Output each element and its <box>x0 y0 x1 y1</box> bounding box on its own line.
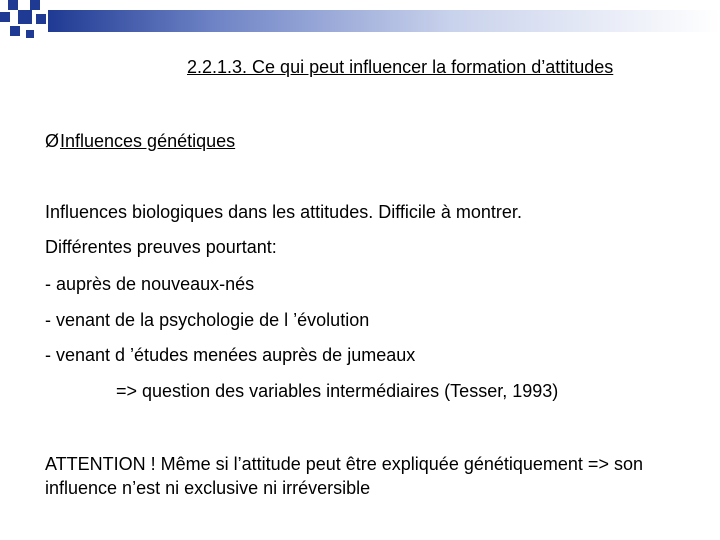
banner-square <box>0 12 10 22</box>
banner-square <box>10 26 20 36</box>
decorative-banner <box>0 0 720 40</box>
body-line: Influences biologiques dans les attitudes. Difficile à montrer. <box>45 202 522 222</box>
banner-square <box>8 0 18 10</box>
list-item: - auprès de nouveaux-nés <box>45 274 255 294</box>
arrow-bullet-icon: Ø <box>45 131 60 151</box>
section-heading-text: Influences génétiques <box>60 131 236 151</box>
section-heading <box>45 129 235 153</box>
attention-note: ATTENTION ! Même si l’attitude peut être expliquée génétiquement => son influence n’est ni exclusive ni irréversible <box>45 454 643 498</box>
body-line: Différentes preuves pourtant: <box>45 237 277 257</box>
banner-square <box>18 10 32 24</box>
banner-square <box>36 14 46 24</box>
banner-gradient-bar <box>48 10 720 32</box>
banner-square <box>30 0 40 10</box>
slide-title: 2.2.1.3. Ce qui peut influencer la formation d’attitudes <box>187 57 614 77</box>
banner-square <box>26 30 34 38</box>
list-item: - venant d ’études menées auprès de jumeaux <box>45 345 416 365</box>
list-item: - venant de la psychologie de l ’évolution <box>45 310 370 330</box>
conclusion-line: => question des variables intermédiaires (Tesser, 1993) <box>116 381 559 401</box>
